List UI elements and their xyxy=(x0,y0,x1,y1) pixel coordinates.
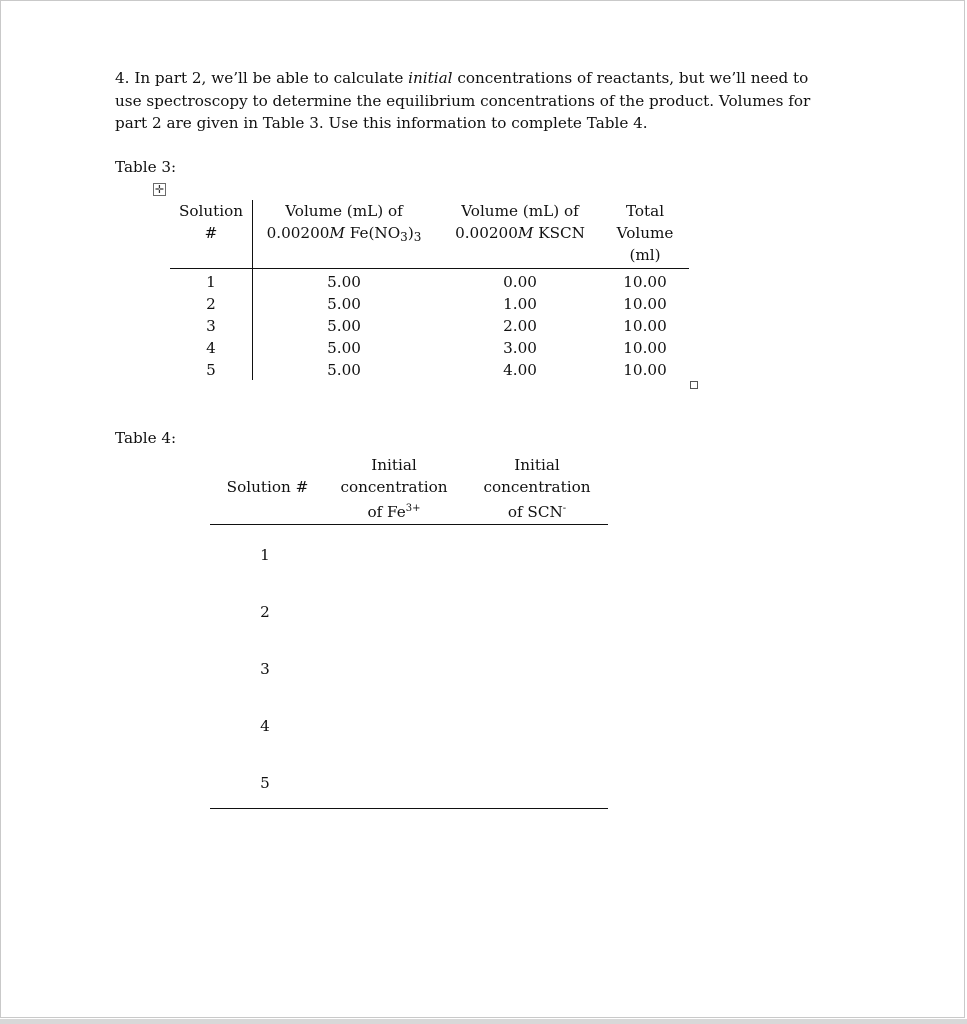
t3-cell-total: 10.00 xyxy=(623,361,667,379)
t3-fe-sub2: 3 xyxy=(413,230,422,244)
t3-cell-solution: 5 xyxy=(206,361,216,379)
t4-scn-charge: - xyxy=(562,503,567,514)
t3-header-solution xyxy=(170,200,252,244)
t4-bottom-rule xyxy=(210,808,608,809)
t4-header-rule xyxy=(210,524,608,525)
t3-cell-solution: 2 xyxy=(206,295,216,313)
t3-cell-kscn: 3.00 xyxy=(503,339,537,357)
t3-fe-sub: 3 xyxy=(400,230,408,244)
t3-cell-solution: 4 xyxy=(206,339,216,357)
t3-cell-fe: 5.00 xyxy=(327,361,361,379)
t4-fe-charge: 3+ xyxy=(405,503,421,514)
t3-header-kscn xyxy=(440,200,600,244)
t3-header-fe-line1: Volume (mL) of xyxy=(285,202,403,220)
t3-cell-total: 10.00 xyxy=(623,273,667,291)
table-resize-handle[interactable] xyxy=(690,381,698,389)
window-bottom-bar xyxy=(0,1019,967,1024)
t3-header-total-line1: Total xyxy=(625,202,665,220)
t4-header-scn xyxy=(470,454,604,523)
t3-cell-solution: 3 xyxy=(206,317,216,335)
t3-cell-kscn: 1.00 xyxy=(503,295,537,313)
t3-fe-molar: M xyxy=(329,224,345,242)
t4-header-fe-line1: Initial xyxy=(371,456,417,474)
t3-cell-kscn: 4.00 xyxy=(503,361,537,379)
t3-cell-fe: 5.00 xyxy=(327,339,361,357)
t4-row-solution: 3 xyxy=(260,660,270,678)
t3-header-kscn-line1: Volume (mL) of xyxy=(461,202,579,220)
question-text: concentrations of reactants, but we’ll need to xyxy=(452,69,809,87)
t4-row-solution: 2 xyxy=(260,603,270,621)
t3-cell-kscn: 2.00 xyxy=(503,317,537,335)
table4-label: Table 4: xyxy=(115,429,177,447)
t3-cell-kscn: 0.00 xyxy=(503,273,537,291)
t3-header-rule xyxy=(170,268,689,269)
t3-kscn-conc: 0.00200 xyxy=(455,224,518,242)
move-cross-icon[interactable]: ✛ xyxy=(154,183,165,196)
question-paragraph xyxy=(115,67,855,135)
t3-header-fe-line2 xyxy=(253,222,435,245)
t4-row-solution: 5 xyxy=(260,774,270,792)
table3-label: Table 3: xyxy=(115,158,177,176)
t3-cell-fe: 5.00 xyxy=(327,273,361,291)
question-line-3: part 2 are given in Table 3. Use this information to complete Table 4. xyxy=(115,114,648,132)
t3-cell-total: 10.00 xyxy=(623,339,667,357)
t3-fe-conc: 0.00200 xyxy=(266,224,330,242)
t3-header-fe xyxy=(253,200,435,245)
t3-header-total xyxy=(602,200,688,266)
t3-fe-formula: Fe(NO xyxy=(344,224,401,242)
t3-fe-paren: ) xyxy=(407,224,414,242)
t4-header-fe-line2: concentration xyxy=(340,478,448,496)
t4-row-solution: 1 xyxy=(260,546,270,564)
question-text: 4. In part 2, we’ll be able to calculate xyxy=(115,69,409,87)
t4-header-solution: Solution # xyxy=(226,478,309,496)
t4-header-scn-line2: concentration xyxy=(483,478,591,496)
t3-cell-total: 10.00 xyxy=(623,317,667,335)
t3-kscn-formula: KSCN xyxy=(533,224,585,242)
t4-header-scn-line3 xyxy=(470,498,604,523)
t3-cell-total: 10.00 xyxy=(623,295,667,313)
t4-header-fe xyxy=(328,454,460,523)
t3-cell-solution: 1 xyxy=(206,273,216,291)
t4-row-solution: 4 xyxy=(260,717,270,735)
t3-header-total-line2: Volume xyxy=(616,224,674,242)
t4-fe-of: of Fe xyxy=(367,503,406,522)
t3-header-solution-line2: # xyxy=(204,224,218,242)
t3-header-total-line3: (ml) xyxy=(629,246,661,264)
t4-header-scn-line1: Initial xyxy=(514,456,560,474)
question-line-1 xyxy=(115,67,855,90)
t3-header-solution-line1: Solution xyxy=(178,202,244,220)
t3-kscn-molar: M xyxy=(517,224,534,242)
question-line-2: use spectroscopy to determine the equilibrium concentrations of the product. Volumes for xyxy=(115,91,811,110)
t3-cell-fe: 5.00 xyxy=(327,295,361,313)
t3-cell-fe: 5.00 xyxy=(327,317,361,335)
question-emphasis: initial xyxy=(408,69,453,87)
t4-header-fe-line3 xyxy=(328,498,460,523)
t3-header-kscn-line2 xyxy=(440,222,600,244)
t4-scn-of: of SCN xyxy=(507,503,563,522)
